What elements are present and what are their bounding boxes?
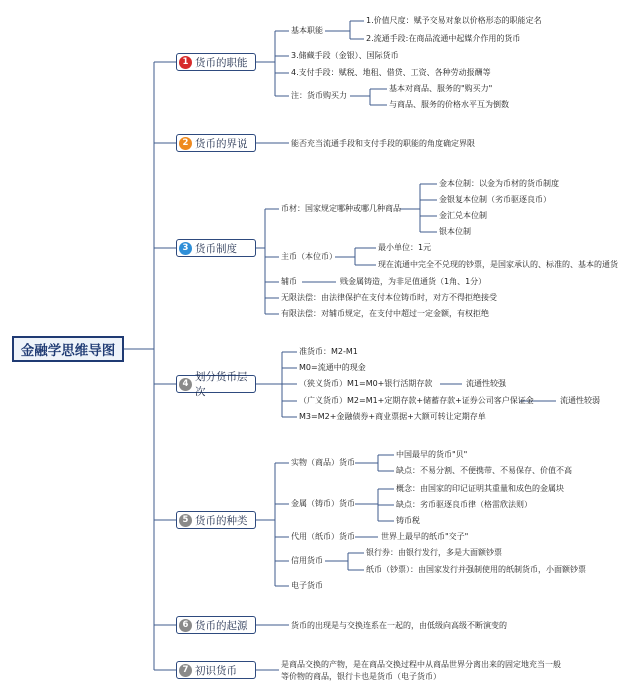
node-value-measure: 1.价值尺度：赋予交易对象以价格形态的职能定名 xyxy=(366,16,542,25)
node-greshams-law: 缺点：劣币驱逐良币律（格雷欣法则） xyxy=(396,500,532,509)
node-purchasing-power-2: 与商品、服务的价格水平互为倒数 xyxy=(389,100,509,109)
node-store-of-value: 3.储藏手段（金银）、国际货币 xyxy=(291,51,399,60)
node-electronic-money: 电子货币 xyxy=(291,581,323,590)
branch-intro xyxy=(176,661,256,679)
node-intro-line-1: 是商品交换的产物，是在商品交换过程中从商品世界分离出来的固定地充当一般 xyxy=(281,660,561,669)
node-payment: 4.支付手段：赋税、地租、借贷、工资、各种劳动报酬等 xyxy=(291,68,491,77)
node-m2-note: 流通性较弱 xyxy=(560,396,600,405)
branch-functions xyxy=(176,53,256,71)
branch-label: 划分货币层次 xyxy=(195,371,248,398)
node-intro-line-2: 等价物的商品，银行卡也是货币（电子货币） xyxy=(281,672,441,681)
root-topic: 金融学思维导图 xyxy=(12,336,124,362)
node-m1-note: 流通性较强 xyxy=(466,379,506,388)
node-paper-money: 纸币（钞票）：由国家发行并强制使用的纸制货币，小面额钞票 xyxy=(366,565,586,574)
branch-monetary-system xyxy=(176,239,256,257)
node-main-currency: 主币（本位币） xyxy=(281,252,337,261)
branch-label: 货币制度 xyxy=(195,242,237,255)
node-purchasing-power-1: 基本对商品、服务的"购买力" xyxy=(389,84,493,93)
node-quasi-money: 准货币：M2-M1 xyxy=(299,347,358,356)
number-badge: 2 xyxy=(179,137,192,150)
node-m3: M3=M2+金融债券+商业票据+大额可转让定期存单 xyxy=(299,412,486,421)
branch-label: 货币的起源 xyxy=(195,619,248,632)
node-commodity-money: 实物（商品）货币 xyxy=(291,458,355,467)
number-badge: 7 xyxy=(179,664,192,677)
node-seigniorage: 铸币税 xyxy=(396,516,420,525)
node-limited-tender: 有限法偿：对辅币规定，在支付中超过一定金额，有权拒绝 xyxy=(281,309,489,318)
node-gold-exchange: 金汇兑本位制 xyxy=(439,211,487,220)
node-m2: （广义货币）M2=M1+定期存款+储蓄存款+证券公司客户保证金 xyxy=(299,396,534,405)
branch-label: 货币的职能 xyxy=(195,56,248,69)
node-circulation: 2.流通手段:在商品流通中起媒介作用的货币 xyxy=(366,34,521,43)
node-currency-material: 币材：国家规定哪种或哪几种商品 xyxy=(281,204,401,213)
branch-label: 货币的种类 xyxy=(195,514,248,527)
node-subsidiary-coin: 辅币 xyxy=(281,277,297,286)
branch-money-types xyxy=(176,511,256,529)
node-subsidiary-detail: 贱金属铸造，为非足值通货（1角、1分） xyxy=(340,277,487,286)
branch-label: 初识货币 xyxy=(195,664,237,677)
node-main-unit: 最小单位：1元 xyxy=(378,243,432,252)
node-gold-standard: 金本位制：以金为币材的货币制度 xyxy=(439,179,559,188)
node-jiaozi: 世界上最早的纸币"交子" xyxy=(381,532,469,541)
number-badge: 4 xyxy=(179,378,192,391)
node-origin: 货币的出现是与交换连系在一起的，由低级向高级不断演变的 xyxy=(291,621,507,630)
node-credit-money: 信用货币 xyxy=(291,556,323,565)
branch-origin xyxy=(176,616,256,634)
node-banknote: 银行券：由银行发行，多是大面额钞票 xyxy=(366,548,502,557)
node-silver-standard: 银本位制 xyxy=(439,227,471,236)
node-main-fiat: 现在流通中完全不兑现的钞票，是国家承认的、标准的、基本的通货 xyxy=(378,260,618,269)
number-badge: 1 xyxy=(179,56,192,69)
number-badge: 3 xyxy=(179,242,192,255)
node-purchasing-power: 注：货币购买力 xyxy=(291,91,347,100)
node-basic-functions: 基本职能 xyxy=(291,26,323,35)
node-definition: 能否充当流通手段和支付手段的职能的角度确定界限 xyxy=(291,139,475,148)
node-bimetallism: 金银复本位制（劣币驱逐良币） xyxy=(439,195,551,204)
node-metal-concept: 概念：由国家的印记证明其重量和成色的金属块 xyxy=(396,484,564,493)
number-badge: 6 xyxy=(179,619,192,632)
node-metal-money: 金属（铸币）货币 xyxy=(291,499,355,508)
node-shell-money: 中国最早的货币"贝" xyxy=(396,450,468,459)
branch-money-levels xyxy=(176,371,256,398)
node-representative-money: 代用（纸币）货币 xyxy=(291,532,355,541)
number-badge: 5 xyxy=(179,514,192,527)
node-m0: M0=流通中的现金 xyxy=(299,363,366,372)
node-commodity-drawbacks: 缺点：不易分割、不便携带、不易保存、价值不高 xyxy=(396,466,572,475)
node-unlimited-tender: 无限法偿：由法律保护在支付本位铸币时，对方不得拒绝接受 xyxy=(281,293,497,302)
branch-definition xyxy=(176,134,256,152)
node-m1: （狭义货币）M1=M0+银行活期存款 xyxy=(299,379,433,388)
branch-label: 货币的界说 xyxy=(195,137,248,150)
